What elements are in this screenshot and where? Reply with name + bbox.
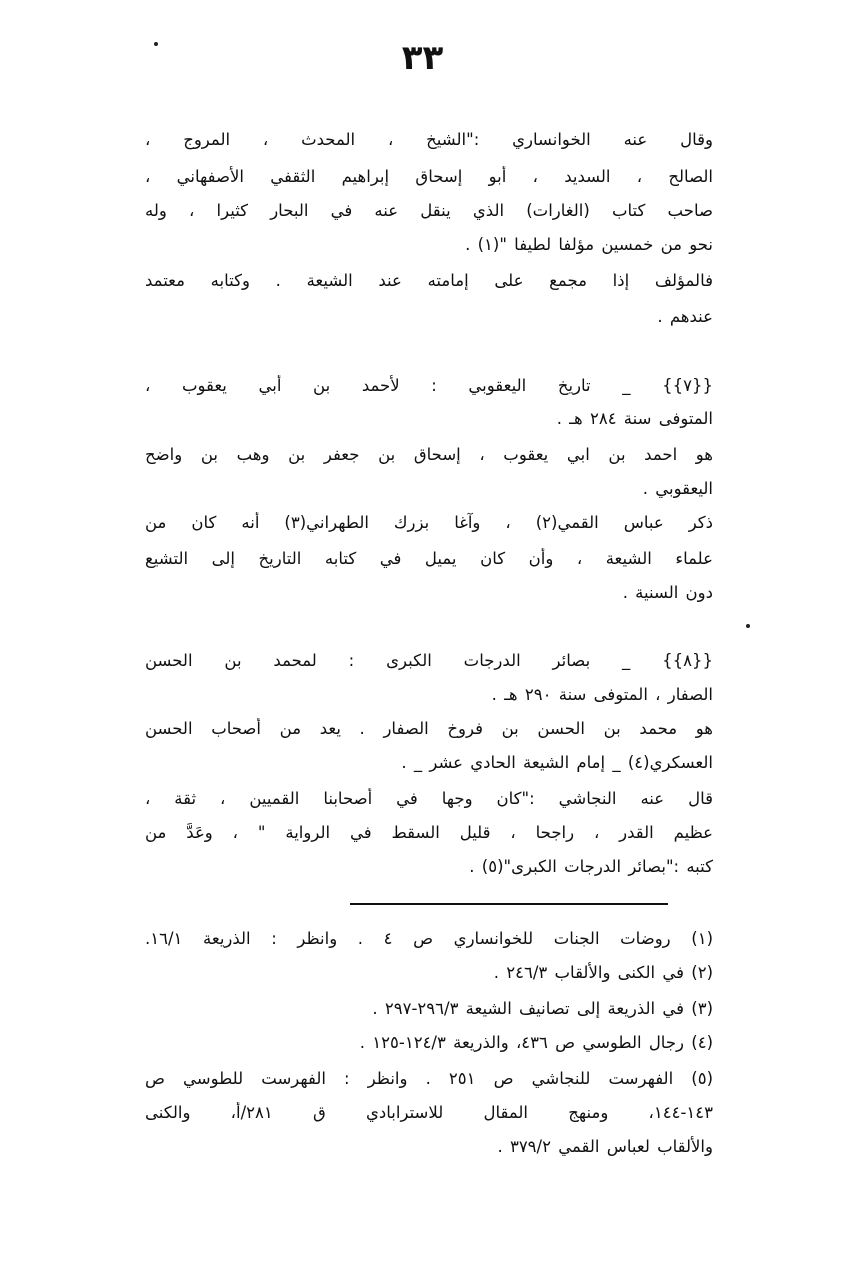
text-line: الصفار ، المتوفى سنة ٢٩٠ هـ . — [491, 685, 713, 704]
footnote-separator — [350, 903, 668, 905]
footnote: (٣) في الذريعة إلى تصانيف الشيعة ٢٩٦/٣-٢٩٧ . — [372, 999, 713, 1018]
text-line: هو محمد بن الحسن بن فروخ الصفار . يعد من أصحاب الحسن — [145, 719, 713, 738]
text-line: علماء الشيعة ، وأن كان يميل في كتابه التاريخ إلى التشيع — [145, 549, 713, 568]
text-line: قال عنه النجاشي :"كان وجها في أصحابنا القميين ، ثقة ، — [145, 789, 713, 808]
scan-speck — [746, 624, 750, 628]
text-line: فالمؤلف إذا مجمع على إمامته عند الشيعة . وكتابه معتمد — [145, 271, 713, 290]
footnote: (٤) رجال الطوسي ص ٤٣٦، والذريعة ١٢٤/٣-١٢٥ . — [359, 1033, 713, 1052]
footnote: (٢) في الكنى والألقاب ٢٤٦/٣ . — [493, 963, 713, 982]
page-number: ٣٣ — [401, 38, 444, 78]
text-line: عظيم القدر ، راجحا ، قليل السقط في الرواية " ، وعَدَّ من — [145, 823, 713, 842]
text-line: دون السنية . — [622, 583, 713, 602]
text-line: وقال عنه الخوانساري :"الشيخ ، المحدث ، المروج ، — [145, 130, 713, 149]
text-line: ذكر عباس القمي(٢) ، وآغا بزرك الطهراني(٣) أنه كان من — [145, 513, 713, 532]
section-heading: {{٧}} _ تاريخ اليعقوبي : لأحمد بن أبي يعقوب ، — [145, 376, 713, 395]
text-line: المتوفى سنة ٢٨٤ هـ . — [556, 409, 713, 428]
text-line: الصالح ، السديد ، أبو إسحاق إبراهيم الثقفي الأصفهاني ، — [145, 167, 713, 186]
footnote: (١) روضات الجنات للخوانساري ص ٤ . وانظر : الذريعة ١٦/١. — [145, 929, 713, 948]
section-heading: {{٨}} _ بصائر الدرجات الكبرى : لمحمد بن الحسن — [145, 651, 713, 670]
text-line: صاحب كتاب (الغارات) الذي ينقل عنه في البحار كثيرا ، وله — [145, 201, 713, 220]
text-line: نحو من خمسين مؤلفا لطيفا "(١) . — [465, 235, 713, 254]
scan-speck — [154, 42, 158, 46]
text-line: عندهم . — [657, 307, 713, 326]
text-line: كتبه :"بصائر الدرجات الكبرى"(٥) . — [469, 857, 713, 876]
text-line: هو احمد بن ابي يعقوب ، إسحاق بن جعفر بن وهب بن واضح — [145, 445, 713, 464]
text-line: اليعقوبي . — [642, 479, 713, 498]
footnote: (٥) الفهرست للنجاشي ص ٢٥١ . وانظر : الفهرست للطوسي ص — [145, 1069, 713, 1088]
footnote: والألقاب لعباس القمي ٣٧٩/٢ . — [497, 1137, 713, 1156]
footnote: ١٤٣-١٤٤، ومنهج المقال للاسترابادي ق ٢٨١/أ، والكنى — [145, 1103, 713, 1122]
text-line: العسكري(٤) _ إمام الشيعة الحادي عشر _ . — [401, 753, 713, 772]
